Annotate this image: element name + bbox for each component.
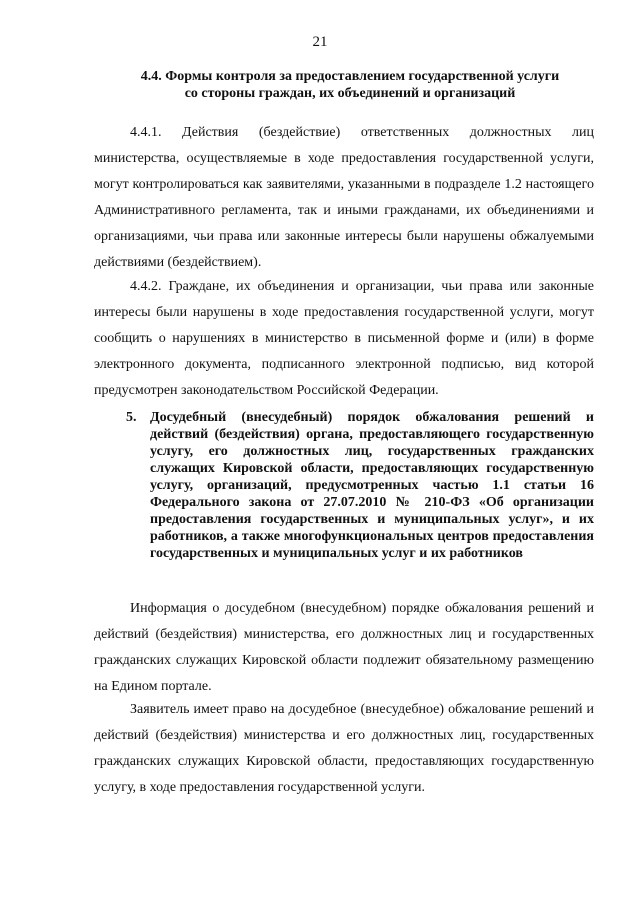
section-4-4-heading: 4.4. Формы контроля за предоставлением государственной услуги со стороны граждан, их объединений и организаций [140,69,560,101]
page-number: 21 [312,34,328,50]
paragraph-5-info: Информация о досудебном (внесудебном) порядке обжалования решений и действий (бездействия) министерства, его должностных лиц и государственных гражданских служащих Кировской области подлежит обязательному размещению на Едином портале. [94,601,594,694]
paragraph-4-4-1: 4.4.1. Действия (бездействие) ответственных должностных лиц министерства, осуществляемые в ходе предоставления государственной услуги, могут контролироваться как заявителями, указанными в подразделе 1.2 настоящего Административного регламента, так и иными гражданами, их объединениями и организациями, чьи права или законные интересы были нарушены обжалуемыми действиями (бездействием). [94,125,594,270]
paragraph-5-right: Заявитель имеет право на досудебное (внесудебное) обжалование решений и действий (бездействия) министерства и его должностных лиц, государственных гражданских служащих Кировской области, предоставляющих государственную услугу, в ходе предоставления государственной услуги. [94,702,594,795]
paragraph-4-4-2: 4.4.2. Граждане, их объединения и организации, чьи права или законные интересы были нарушены в ходе предоставления государственной услуги, могут сообщить о нарушениях в министерство в письменной форме и (или) в форме электронного документа, подписанного электронной подписью, вид которой предусмотрен законодательством Российской Федерации. [94,279,594,398]
section-5-heading [126,409,594,562]
section-5-title: Досудебный (внесудебный) порядок обжалования решений и действий (бездействия) органа, предоставляющего государственную услугу, его должностных лиц, государственных гражданских служащих Кировской области, предоставляющих государственную услугу, организаций, предусмотренных частью 1.1 статьи 16 Федерального закона от 27.07.2010 № 210-ФЗ «Об организации предоставления государственных и муниципальных услуг», и их работников, а также многофункциональных центров предоставления государственных и муниципальных услуг и их работников [150,410,594,561]
section-5-number: 5. [126,410,137,425]
